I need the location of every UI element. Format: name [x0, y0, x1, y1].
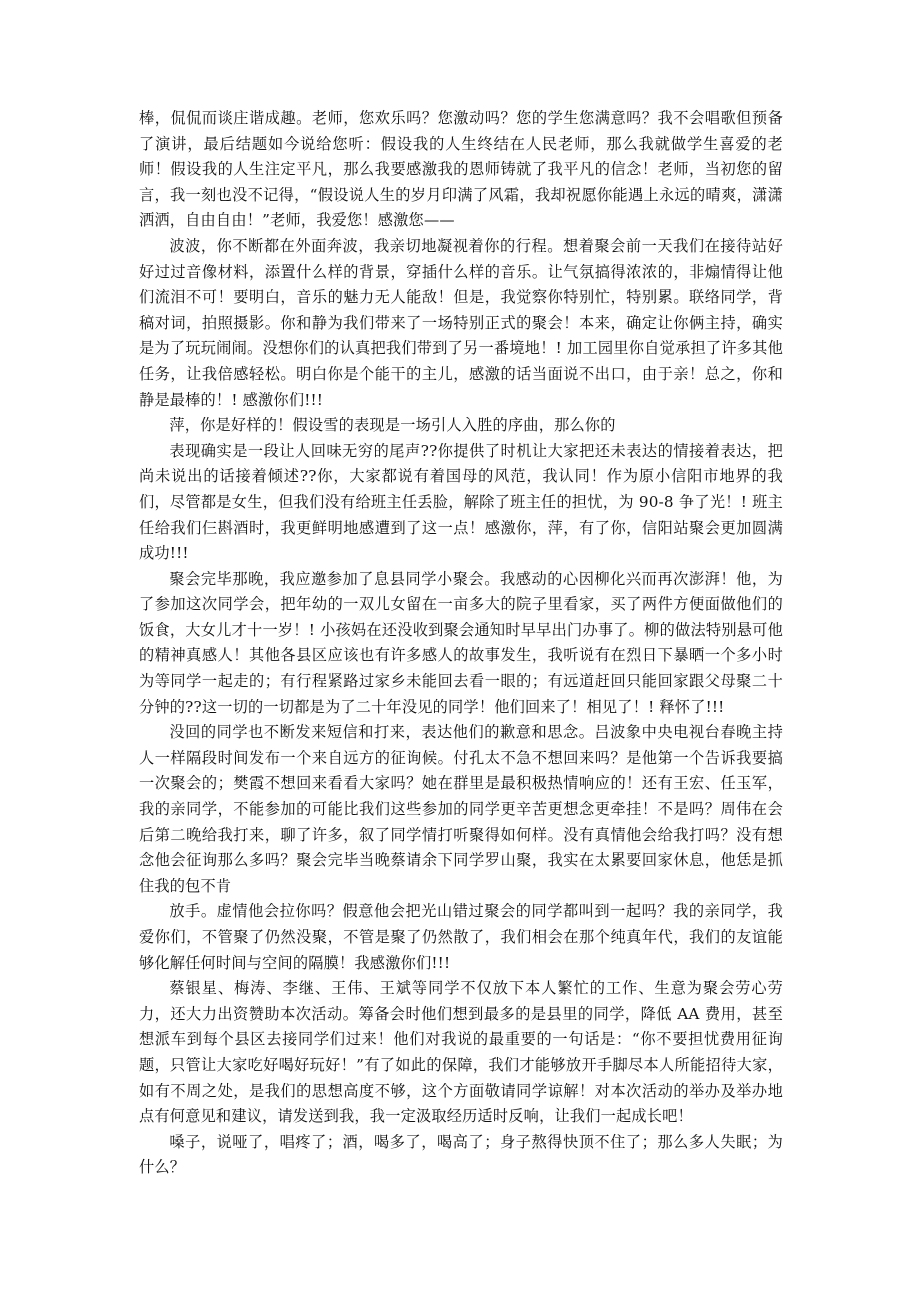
document-page — [139, 106, 783, 1181]
paragraph-4: 表现确实是一段让人回味无穷的尾声??你提供了时机让大家把还未表达的情接着表达，把尚未说出的话接着倾述??你，大家都说有着国母的风范，我认同！作为原小信阳市地界的我们，尽管都是女生，但我们没有给班主任丢脸，解除了班主任的担忧，为 90-8 争了光！! 班主任给我们仨斟酒时，我更鲜明地感遭到了这一点！感激你，萍，有了你，信阳站聚会更加圆满成功!!! — [139, 441, 783, 563]
paragraph-5: 聚会完毕那晚，我应邀参加了息县同学小聚会。我感动的心因柳化兴而再次澎湃！他，为了参加这次同学会，把年幼的一双儿女留在一亩多大的院子里看家，买了两件方便面做他们的饭食，大女儿才十一岁！! 小孩妈在还没收到聚会通知时早早出门办事了。柳的做法特别悬可他的精神真感人！其他各县区应该也有许多感人的故事发生，我听说有在烈日下暴晒一个多小时为等同学一起走的；有行程紧路过家乡未能回去看一眼的；有远道赶回只能回家跟父母聚二十分钟的??这一切的一切都是为了二十年没见的同学！他们回来了！相见了！! 释怀了!!! — [139, 569, 783, 716]
paragraph-7: 放手。虚情他会拉你吗？假意他会把光山错过聚会的同学都叫到一起吗？我的亲同学，我爱你们，不管聚了仍然没聚，不管是聚了仍然散了，我们相会在那个纯真年代，我们的友谊能够化解任何时间与空间的隔膜！我感激你们!!! — [139, 902, 783, 972]
paragraph-2: 波波，你不断都在外面奔波，我亲切地凝视着你的行程。想着聚会前一天我们在接待站好好过过音像材料，添置什么样的背景，穿插什么样的音乐。让气氛搞得浓浓的，非煽情得让他们流泪不可！要明白，音乐的魅力无人能敌！但是，我觉察你特别忙，特别累。联络同学，背稿对词，拍照摄影。你和静为我们带来了一场特别正式的聚会！本来，确定让你俩主持，确实是为了玩玩闹闹。没想你们的认真把我们带到了另一番境地！! 加工园里你自觉承担了许多其他任务，让我倍感轻松。明白你是个能干的主儿，感激的话当面说不出口，由于亲！总之，你和静是最棒的！! 感激你们!!! — [139, 236, 783, 409]
paragraph-6: 没回的同学也不断发来短信和打来，表达他们的歉意和思念。吕波象中央电视台春晚主持人一样隔段时间发布一个来自远方的征询候。付孔太不急不想回来吗？是他第一个告诉我要搞一次聚会的；樊霞不想回来看看大家吗？她在群里是最积极热情响应的！还有王宏、任玉军，我的亲同学，不能参加的可能比我们这些参加的同学更辛苦更想念更牵挂！不是吗？周伟在会后第二晚给我打来，聊了许多，叙了同学情打听聚得如何样。没有真情他会给我打吗？没有想念他会征询那么多吗？聚会完毕当晚蔡请余下同学罗山聚，我实在太累要回家休息，他恁是抓住我的包不肯 — [139, 723, 783, 895]
paragraph-9: 嗓子，说哑了，唱疼了；酒，喝多了，喝高了；身子熬得快顶不住了；那么多人失眠；为什么？ — [139, 1132, 783, 1177]
paragraph-3: 萍，你是好样的！假设雪的表现是一场引人入胜的序曲，那么你的 — [169, 416, 616, 435]
paragraph-1: 棒，侃侃而谈庄谐成趣。老师，您欢乐吗？您激动吗？您的学生您满意吗？我不会唱歌但预备了演讲，最后结题如今说给您听：假设我的人生终结在人民老师，那么我就做学生喜爱的老师！假设我的人生注定平凡，那么我要感激我的恩师铸就了我平凡的信念！老师，当初您的留言，我一刻也没不记得，“假设说人生的岁月印满了风霜，我却祝愿你能遇上永远的晴爽，潇潇洒洒，自由自由！”老师，我爱您！感激您—— — [139, 109, 783, 230]
paragraph-8: 蔡银星、梅涛、李继、王伟、王斌等同学不仅放下本人繁忙的工作、生意为聚会劳心劳力，还大力出资赞助本次活动。筹备会时他们想到最多的是县里的同学，降低 AA 费用，甚至想派车到每个县区去接同学们过来！他们对我说的最重要的一句话是：“你不要担忧费用征询题，只管让大家吃好喝好玩好！”有了如此的保障，我们才能够放开手脚尽本人所能招待大家，如有不周之处，是我们的思想高度不够，这个方面敬请同学谅解！对本次活动的举办及举办地点有何意见和建议，请发送到我，我一定汲取经历适时反响，让我们一起成长吧！ — [139, 979, 783, 1126]
